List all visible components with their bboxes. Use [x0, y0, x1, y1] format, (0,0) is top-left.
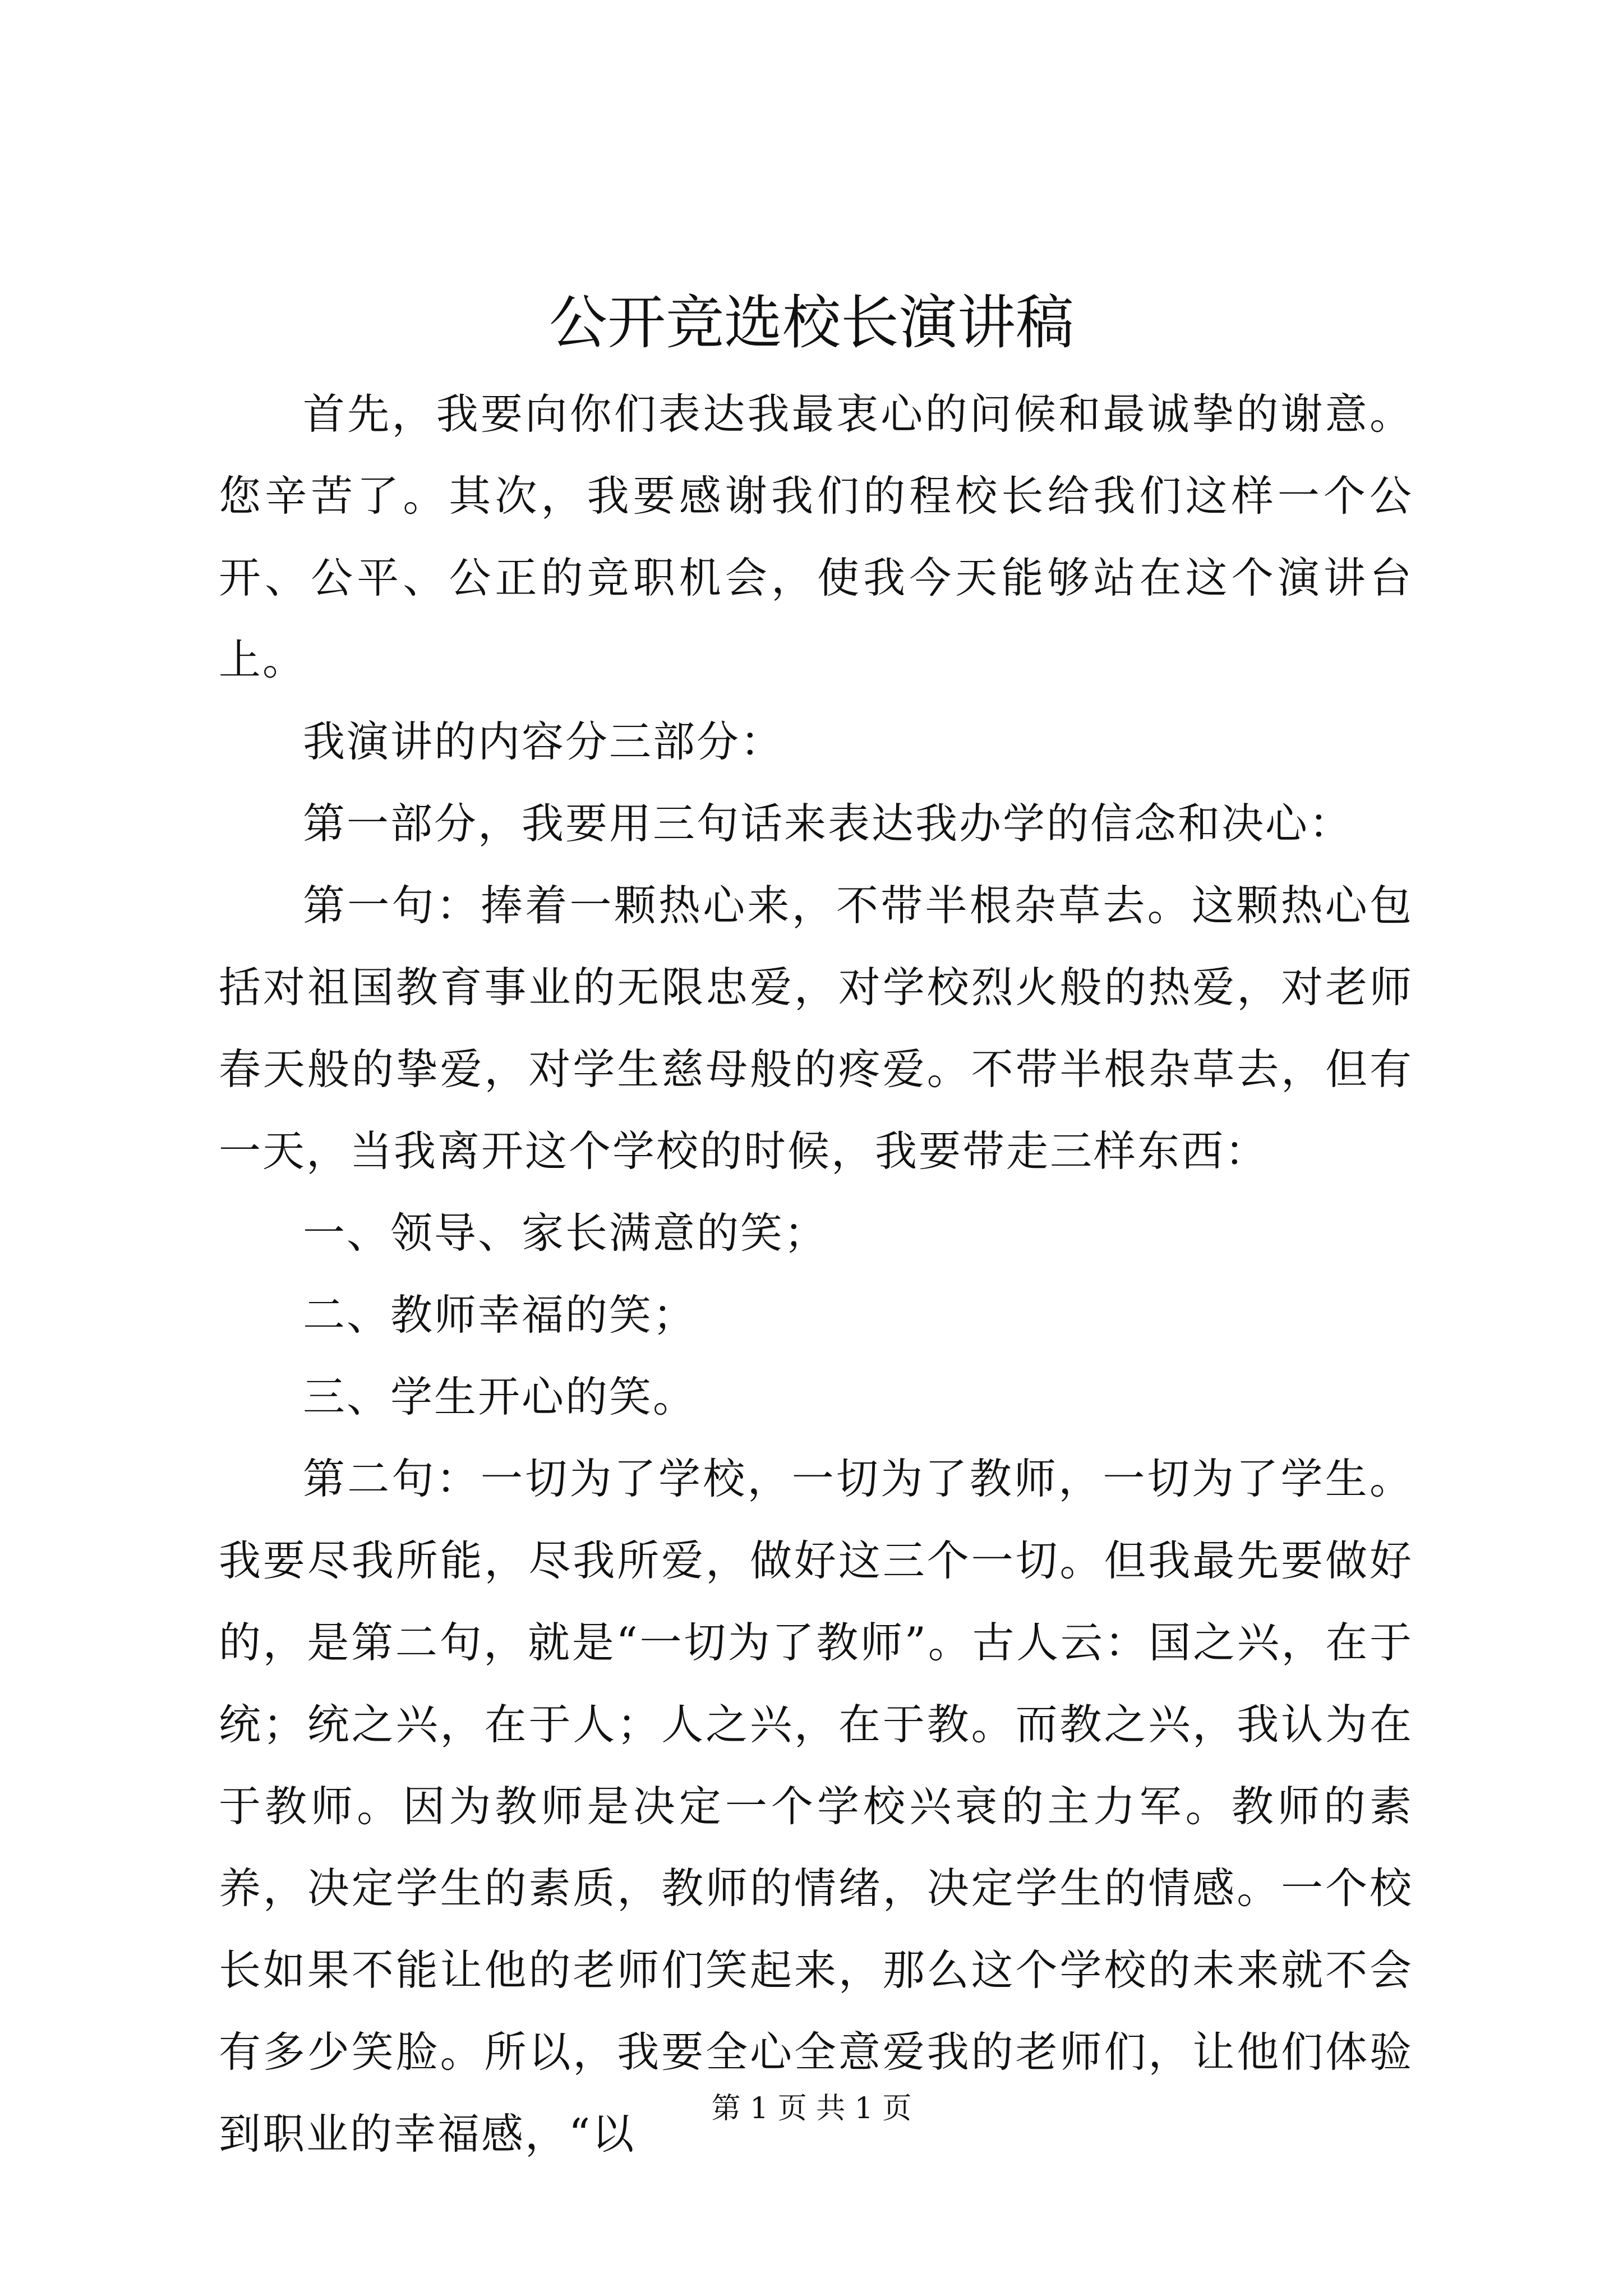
list-item-smile-1: 一、领导、家长满意的笑；: [303, 1208, 828, 1258]
document-body: [219, 373, 1413, 2175]
list-item-smile-3: 三、学生开心的笑。: [303, 1372, 697, 1421]
list-item-smile-2: 二、教师幸福的笑；: [303, 1290, 697, 1340]
paragraph-greeting: 首先，我要向你们表达我最衷心的问候和最诚挚的谢意。您辛苦了。其次，我要感谢我们的程校长给我们这样一个公开、公平、公正的竞职机会，使我今天能够站在这个演讲台上。: [219, 389, 1413, 684]
paragraph-outline: 我演讲的内容分三部分：: [303, 717, 785, 766]
document-title: 公开竞选校长演讲稿: [548, 288, 1074, 357]
paragraph-part-one: 第一部分，我要用三句话来表达我办学的信念和决心：: [303, 799, 1353, 848]
paragraph-sentence-one: 第一句：捧着一颗热心来，不带半根杂草去。这颗热心包括对祖国教育事业的无限忠爱，对学校烈火般的热爱，对老师春天般的挚爱，对学生慈母般的疼爱。不带半根杂草去，但有一天，当我离开这个学校的时候，我要带走三样东西：: [219, 881, 1413, 1176]
page-footer: 第 1 页 共 1 页: [711, 2092, 912, 2125]
paragraph-sentence-two: 第二句：一切为了学校，一切为了教师，一切为了学生。我要尽我所能，尽我所爱，做好这三个一切。但我最先要做好的，是第二句，就是“一切为了教师”。古人云：国之兴，在于统；统之兴，在于人；人之兴，在于教。而教之兴，我认为在于教师。因为教师是决定一个学校兴衰的主力军。教师的素养，决定学生的素质，教师的情绪，决定学生的情感。一个校长如果不能让他的老师们笑起来，那么这个学校的未来就不会有多少笑脸。所以，我要全心全意爱我的老师们，让他们体验到职业的幸福感，“以: [219, 1454, 1413, 2159]
